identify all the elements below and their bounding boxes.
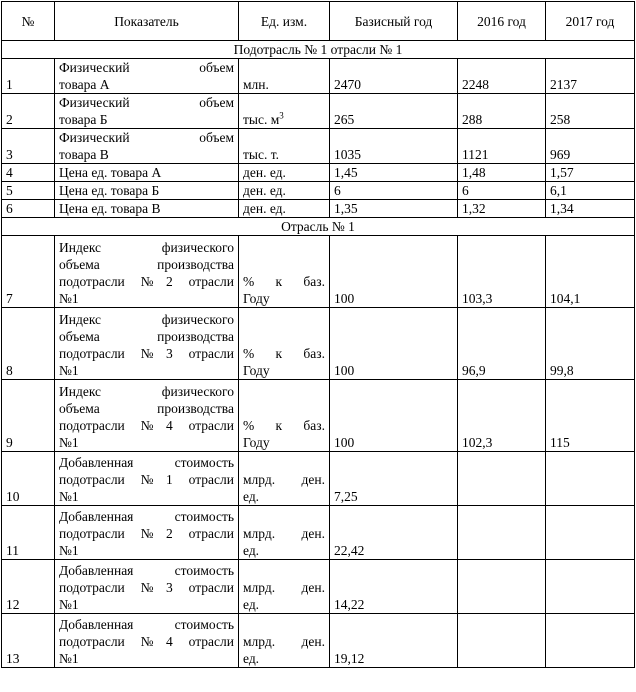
table-row <box>2 129 635 164</box>
header-unit: Ед. изм. <box>239 2 330 41</box>
header-row <box>2 2 635 41</box>
row-base: 14,22 <box>330 560 458 614</box>
row-unit: ден. ед. <box>239 182 330 200</box>
section-row <box>2 41 635 59</box>
row-indicator: Добавленная стоимость подотрасли №2 отрасли №1 <box>55 506 239 560</box>
row-num: 12 <box>2 560 55 614</box>
row-base: 100 <box>330 380 458 452</box>
table-row <box>2 182 635 200</box>
row-num: 5 <box>2 182 55 200</box>
row-2016 <box>458 506 546 560</box>
row-2017 <box>546 614 635 668</box>
row-2016 <box>458 614 546 668</box>
row-2017: 115 <box>546 380 635 452</box>
row-unit: % к баз. Году <box>239 308 330 380</box>
header-2016: 2016 год <box>458 2 546 41</box>
row-indicator: Цена ед. товара А <box>55 164 239 182</box>
row-2017: 99,8 <box>546 308 635 380</box>
section-row <box>2 218 635 236</box>
table-row <box>2 164 635 182</box>
row-indicator: Физический объем товара Б <box>55 94 239 129</box>
row-indicator: Физический объем товара А <box>55 59 239 94</box>
row-2016: 1,32 <box>458 200 546 218</box>
row-unit: ден. ед. <box>239 164 330 182</box>
row-2017: 6,1 <box>546 182 635 200</box>
row-base: 1,45 <box>330 164 458 182</box>
row-2017: 1,57 <box>546 164 635 182</box>
row-2016: 96,9 <box>458 308 546 380</box>
row-num: 3 <box>2 129 55 164</box>
row-unit: млрд. ден. ед. <box>239 560 330 614</box>
row-2016: 288 <box>458 94 546 129</box>
row-unit: тыс. т. <box>239 129 330 164</box>
row-2017: 2137 <box>546 59 635 94</box>
row-num: 10 <box>2 452 55 506</box>
row-indicator: Добавленная стоимость подотрасли №4 отрасли №1 <box>55 614 239 668</box>
header-indicator: Показатель <box>55 2 239 41</box>
row-2017: 1,34 <box>546 200 635 218</box>
row-num: 11 <box>2 506 55 560</box>
row-2017: 258 <box>546 94 635 129</box>
row-indicator: Добавленная стоимость подотрасли №1 отрасли №1 <box>55 452 239 506</box>
row-unit: млрд. ден. ед. <box>239 452 330 506</box>
table-row <box>2 59 635 94</box>
row-unit: млрд. ден. ед. <box>239 614 330 668</box>
row-base: 22,42 <box>330 506 458 560</box>
row-num: 4 <box>2 164 55 182</box>
row-2017 <box>546 452 635 506</box>
row-unit: ден. ед. <box>239 200 330 218</box>
table-row <box>2 560 635 614</box>
row-2016: 1,48 <box>458 164 546 182</box>
row-base: 1,35 <box>330 200 458 218</box>
header-2017: 2017 год <box>546 2 635 41</box>
row-2016 <box>458 452 546 506</box>
row-2016 <box>458 560 546 614</box>
row-2016: 1121 <box>458 129 546 164</box>
row-indicator: Цена ед. товара В <box>55 200 239 218</box>
row-indicator: Индекс физического объема производства подотрасли №4 отрасли №1 <box>55 380 239 452</box>
row-num: 7 <box>2 236 55 308</box>
row-indicator: Добавленная стоимость подотрасли №3 отрасли №1 <box>55 560 239 614</box>
row-2016: 2248 <box>458 59 546 94</box>
table-row <box>2 236 635 308</box>
row-base: 19,12 <box>330 614 458 668</box>
row-2016: 6 <box>458 182 546 200</box>
row-unit: тыс. $м^3$ <box>239 94 330 129</box>
row-base: 265 <box>330 94 458 129</box>
row-unit: млрд. ден. ед. <box>239 506 330 560</box>
row-unit: % к баз. Году <box>239 236 330 308</box>
header-num: № <box>2 2 55 41</box>
section-title: Подотрасль № 1 отрасли № 1 <box>2 41 635 59</box>
row-base: 100 <box>330 236 458 308</box>
section-title: Отрасль № 1 <box>2 218 635 236</box>
row-indicator: Физический объем товара В <box>55 129 239 164</box>
row-num: 2 <box>2 94 55 129</box>
row-unit: млн. <box>239 59 330 94</box>
row-2017: 104,1 <box>546 236 635 308</box>
table-row <box>2 506 635 560</box>
row-base: 2470 <box>330 59 458 94</box>
row-num: 6 <box>2 200 55 218</box>
data-table <box>1 1 635 668</box>
table-row <box>2 614 635 668</box>
table-row <box>2 380 635 452</box>
row-2017 <box>546 560 635 614</box>
row-base: 7,25 <box>330 452 458 506</box>
table-row <box>2 308 635 380</box>
row-2016: 102,3 <box>458 380 546 452</box>
table-row <box>2 452 635 506</box>
row-2017: 969 <box>546 129 635 164</box>
table-row <box>2 200 635 218</box>
table-row <box>2 94 635 129</box>
row-base: 6 <box>330 182 458 200</box>
row-base: 100 <box>330 308 458 380</box>
row-indicator: Индекс физического объема производства подотрасли №2 отрасли №1 <box>55 236 239 308</box>
row-unit: % к баз. Году <box>239 380 330 452</box>
row-num: 1 <box>2 59 55 94</box>
row-2017 <box>546 506 635 560</box>
row-base: 1035 <box>330 129 458 164</box>
row-indicator: Индекс физического объема производства подотрасли №3 отрасли №1 <box>55 308 239 380</box>
row-num: 13 <box>2 614 55 668</box>
header-base-year: Базисный год <box>330 2 458 41</box>
row-indicator: Цена ед. товара Б <box>55 182 239 200</box>
row-num: 8 <box>2 308 55 380</box>
row-num: 9 <box>2 380 55 452</box>
row-2016: 103,3 <box>458 236 546 308</box>
